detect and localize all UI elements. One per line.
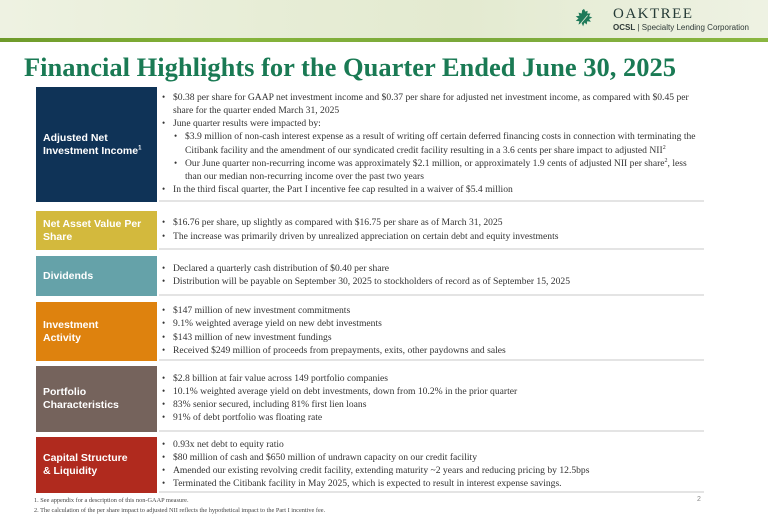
bullet-item: • Received $249 million of proceeds from prepayments, exits, other paydowns and sales xyxy=(162,344,704,357)
section-content xyxy=(159,256,704,296)
section-content xyxy=(159,437,704,493)
brand-subtitle xyxy=(613,23,749,32)
bullet-item: • 10.1% weighted average yield on debt investments, down from 10.2% in the prior quarter xyxy=(162,385,704,398)
section-label-text: Dividends xyxy=(43,269,94,282)
bullet-list xyxy=(162,304,704,357)
bullet-list xyxy=(162,91,704,197)
section-nav-per-share xyxy=(36,211,704,250)
bullet-item: • June quarter results were impacted by: xyxy=(162,117,704,130)
bullet-item: • The increase was primarily driven by unrealized appreciation on certain debt and equity investments xyxy=(162,230,704,243)
section-content xyxy=(159,87,704,202)
page-number: 2 xyxy=(697,496,701,503)
section-portfolio-characteristics xyxy=(36,366,704,432)
bullet-list xyxy=(162,262,704,288)
section-capital-structure xyxy=(36,437,704,493)
bullet-item: • 83% senior secured, including 81% first lien loans xyxy=(162,398,704,411)
section-label-text: Portfolio Characteristics xyxy=(43,386,119,411)
bullet-item: • $16.76 per share, up slightly as compared with $16.75 per share as of March 31, 2025 xyxy=(162,216,704,229)
bullet-item: • $143 million of new investment fundings xyxy=(162,331,704,344)
section-label xyxy=(36,437,157,493)
brand-subtitle-text: Specialty Lending Corporation xyxy=(641,23,749,32)
bullet-text: $3.9 million of non-cash interest expense as a result of writing off certain deferred financing costs in connection with terminating the Citibank facility and the amendment of our syndicated credit facility resulting in a 3.6 cents per share impact to adjusted NII xyxy=(185,131,696,156)
bullet-text: Our June quarter non-recurring income was approximately $2.1 million, or approximately 1.9 cents of adjusted NII per share xyxy=(185,157,665,169)
sub-bullet-item xyxy=(162,130,704,156)
section-content xyxy=(159,366,704,432)
section-adjusted-nii xyxy=(36,87,704,202)
footnote-2: 2. The calculation of the per share impact to adjusted NII reflects the hypothetical impact to the Part I incentive fee. xyxy=(34,507,326,514)
section-label-text: Investment Activity xyxy=(43,318,99,344)
bullet-item: • $2.8 billion at fair value across 149 portfolio companies xyxy=(162,372,704,385)
section-label xyxy=(36,211,157,250)
section-label xyxy=(36,87,157,202)
brand-name: OAKTREE xyxy=(613,6,694,22)
section-label-text: Capital Structure & Liquidity xyxy=(43,452,128,477)
bullet-item: • 9.1% weighted average yield on new debt investments xyxy=(162,317,704,330)
header-rule xyxy=(0,38,768,42)
section-investment-activity xyxy=(36,302,704,361)
footnote-ref: 1 xyxy=(138,145,142,151)
footnote-ref: 2 xyxy=(664,157,668,164)
section-label xyxy=(36,256,157,296)
section-dividends xyxy=(36,256,704,296)
bullet-item: • $147 million of new investment commitments xyxy=(162,304,704,317)
footnote-ref: 2 xyxy=(662,144,666,151)
oak-leaf-icon xyxy=(573,8,595,30)
company-logo xyxy=(573,6,763,36)
sub-bullet-item xyxy=(162,157,704,183)
bullet-item: • In the third fiscal quarter, the Part I incentive fee cap resulted in a waiver of $5.4 million xyxy=(162,183,704,196)
bullet-item: • $0.38 per share for GAAP net investment income and $0.37 per share for adjusted net investment income, as compared with $0.45 per share for the quarter ended March 31, 2025 xyxy=(162,91,704,117)
section-content xyxy=(159,302,704,361)
bullet-item: • 91% of debt portfolio was floating rate xyxy=(162,411,704,424)
section-label xyxy=(36,302,157,361)
bullet-list xyxy=(162,372,704,425)
section-label xyxy=(36,366,157,432)
section-label-text: Net Asset Value Per Share xyxy=(43,217,142,243)
footnotes xyxy=(34,496,714,516)
section-label-text: Adjusted Net Investment Income xyxy=(43,131,139,157)
page-title: Financial Highlights for the Quarter Ended June 30, 2025 xyxy=(24,52,677,82)
bullet-list xyxy=(162,438,704,491)
brand-ticker: OCSL xyxy=(613,23,636,32)
bullet-item: • $80 million of cash and $650 million of undrawn capacity on our credit facility xyxy=(162,451,704,464)
bullet-item: • Amended our existing revolving credit facility, extending maturity ~2 years and reducing pricing by 12.5bps xyxy=(162,464,704,477)
bullet-item: • 0.93x net debt to equity ratio xyxy=(162,438,704,451)
section-content xyxy=(159,211,704,250)
bullet-item: • Declared a quarterly cash distribution of $0.40 per share xyxy=(162,262,704,275)
bullet-list xyxy=(162,216,704,242)
footnote-1: 1. See appendix for a description of this non-GAAP measure. xyxy=(34,497,189,504)
bullet-text: , less than our median non-recurring income over the past two years xyxy=(185,157,687,182)
brand-separator: | xyxy=(637,23,640,32)
bullet-item: • Terminated the Citibank facility in May 2025, which is expected to result in interest expense savings. xyxy=(162,477,704,490)
bullet-item: • Distribution will be payable on September 30, 2025 to stockholders of record as of September 15, 2025 xyxy=(162,275,704,288)
